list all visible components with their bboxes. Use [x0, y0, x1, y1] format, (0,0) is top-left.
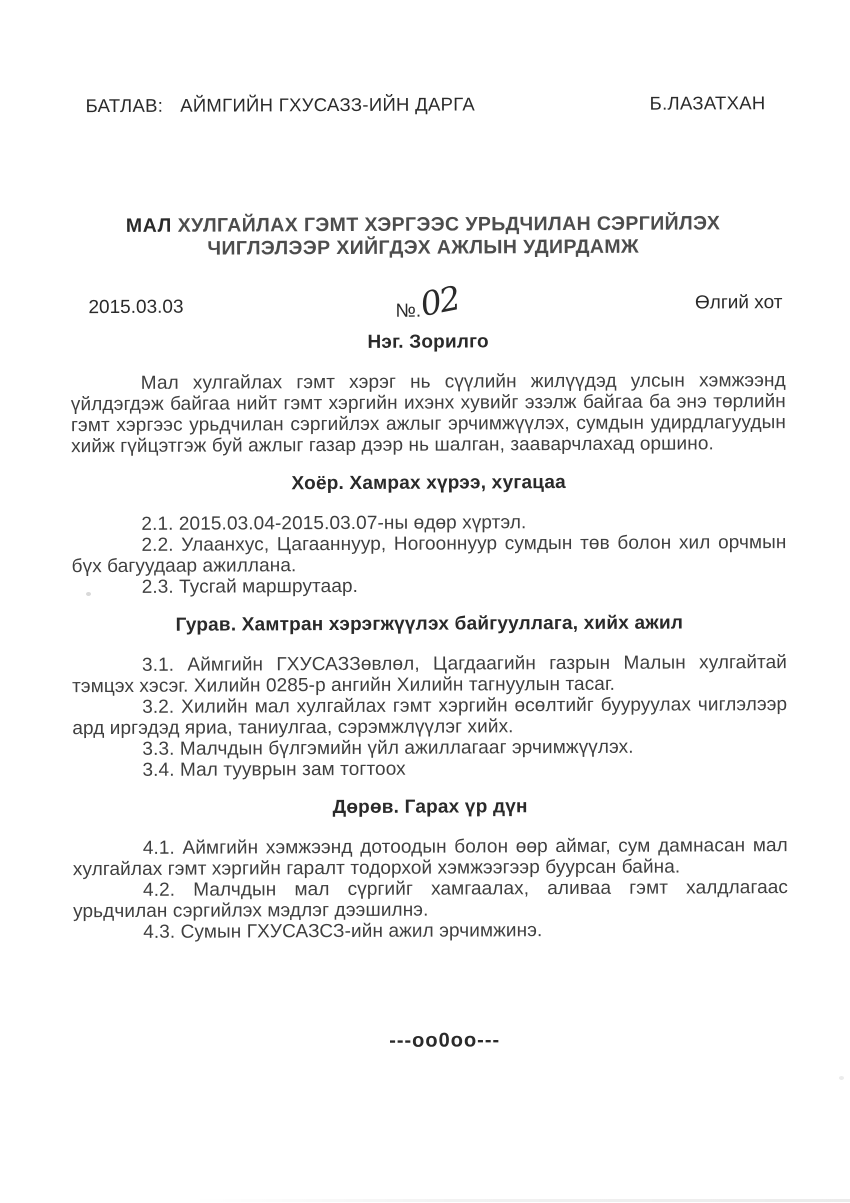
document-title-lead-word: МАЛ — [125, 214, 172, 237]
section-heading-2: Хоёр. Хамрах хүрээ, хугацаа — [291, 472, 566, 495]
section-heading-3: Гурав. Хамтран хэрэгжүүлэх байгууллага, хийх ажил — [175, 612, 684, 636]
document-body — [71, 330, 789, 943]
section-2-item-2: 2.2. Улаанхус, Цагааннуур, Ногооннуур сумдын төв болон хил орчмын бүх багуудаар ажиллана. — [71, 532, 787, 578]
section-3-item-1: 3.1. Аймгийн ГХУСАЗЗөвлөл, Цагдаагийн газрын Малын хулгайтай тэмцэх хэсэг. Хилийн 0285-р ангийн Хилийн тагнуулын тасаг. — [72, 652, 788, 698]
approval-label: БАТЛАВ: — [85, 94, 164, 117]
section-4-item-1: 4.1. Аймгийн хэмжээнд дотоодын болон өөр аймаг, сум дамнасан мал хулгайлах гэмт хэргийн гаралт тодорхой хэмжээгээр буурсан байна. — [72, 835, 788, 881]
approval-authority: АЙМГИЙН ГХУСАЗЗ-ИЙН ДАРГА — [180, 93, 476, 116]
approval-header — [86, 92, 766, 117]
document-number-handwritten: 02 — [416, 278, 462, 324]
section-3-item-3: 3.3. Малчдын бүлгэмийн үйл ажиллагааг эрчимжүүлэх. — [142, 736, 634, 760]
approver-name: Б.ЛАЗАТХАН — [649, 92, 766, 114]
section-4-item-2: 4.2. Малчдын мал сүргийг хамгаалах, аливаа гэмт халдлагаас урьдчилан сэргийлэх мэдлэг дээшилнэ. — [73, 877, 789, 923]
document-number — [395, 278, 462, 324]
section-heading-1: Нэг. Зорилго — [367, 331, 489, 353]
document-meta-row — [88, 278, 783, 325]
document-title — [0, 212, 848, 262]
approval-left-block — [86, 93, 475, 117]
section-3-item-2: 3.2. Хилийн мал хулгайлах гэмт хэргийн өсөлтийг бууруулах чиглэлээр ард иргэдэд яриа, таниулгаа, сэрэмжлүүлэг хийх. — [72, 694, 788, 740]
place-name: Өлгий хот — [694, 292, 783, 314]
document-number-label: №. — [395, 300, 422, 322]
section-1-paragraph-1: Мал хулгайлах гэмт хэрэг нь сүүлийн жилүүдэд улсын хэмжээнд үйлдэгдэж байгаа нийт гэмт хэргийн ихэнх хувийг эзэлж байгаа ба энэ төрлийн гэмт хэргээс урьдчилан сэргийлэх ажлыг эрчимжүүлэх, сумдын удирдлагуудын хийж гүйцэтгэж буй ажлыг газар дээр нь шалган, зааварчлахад оршино. — [70, 370, 787, 458]
document-date: 2015.03.03 — [88, 296, 184, 319]
scan-speck — [86, 592, 91, 596]
section-2-item-1: 2.1. 2015.03.04-2015.03.07-ны өдөр хүртэл. — [141, 512, 527, 535]
document-title-line2: ЧИГЛЭЛЭЭР ХИЙГДЭХ АЖЛЫН УДИРДАМЖ — [207, 235, 640, 260]
section-3-item-4: 3.4. Мал тууврын зам тогтоох — [142, 758, 406, 781]
section-2-item-3: 2.3. Тусгай маршрутаар. — [141, 575, 359, 598]
footer-separator: ---оо0оо--- — [389, 1029, 501, 1052]
section-heading-4: Дөрөв. Гарах үр дүн — [332, 796, 528, 819]
document-title-line1-rest: ХУЛГАЙЛАХ ГЭМТ ХЭРГЭЭС УРЬДЧИЛАН СЭРГИЙЛЭХ — [171, 212, 721, 237]
section-4-item-3: 4.3. Сумын ГХУСАЗСЗ-ийн ажил эрчимжинэ. — [143, 920, 543, 943]
scan-speck — [839, 1076, 844, 1080]
